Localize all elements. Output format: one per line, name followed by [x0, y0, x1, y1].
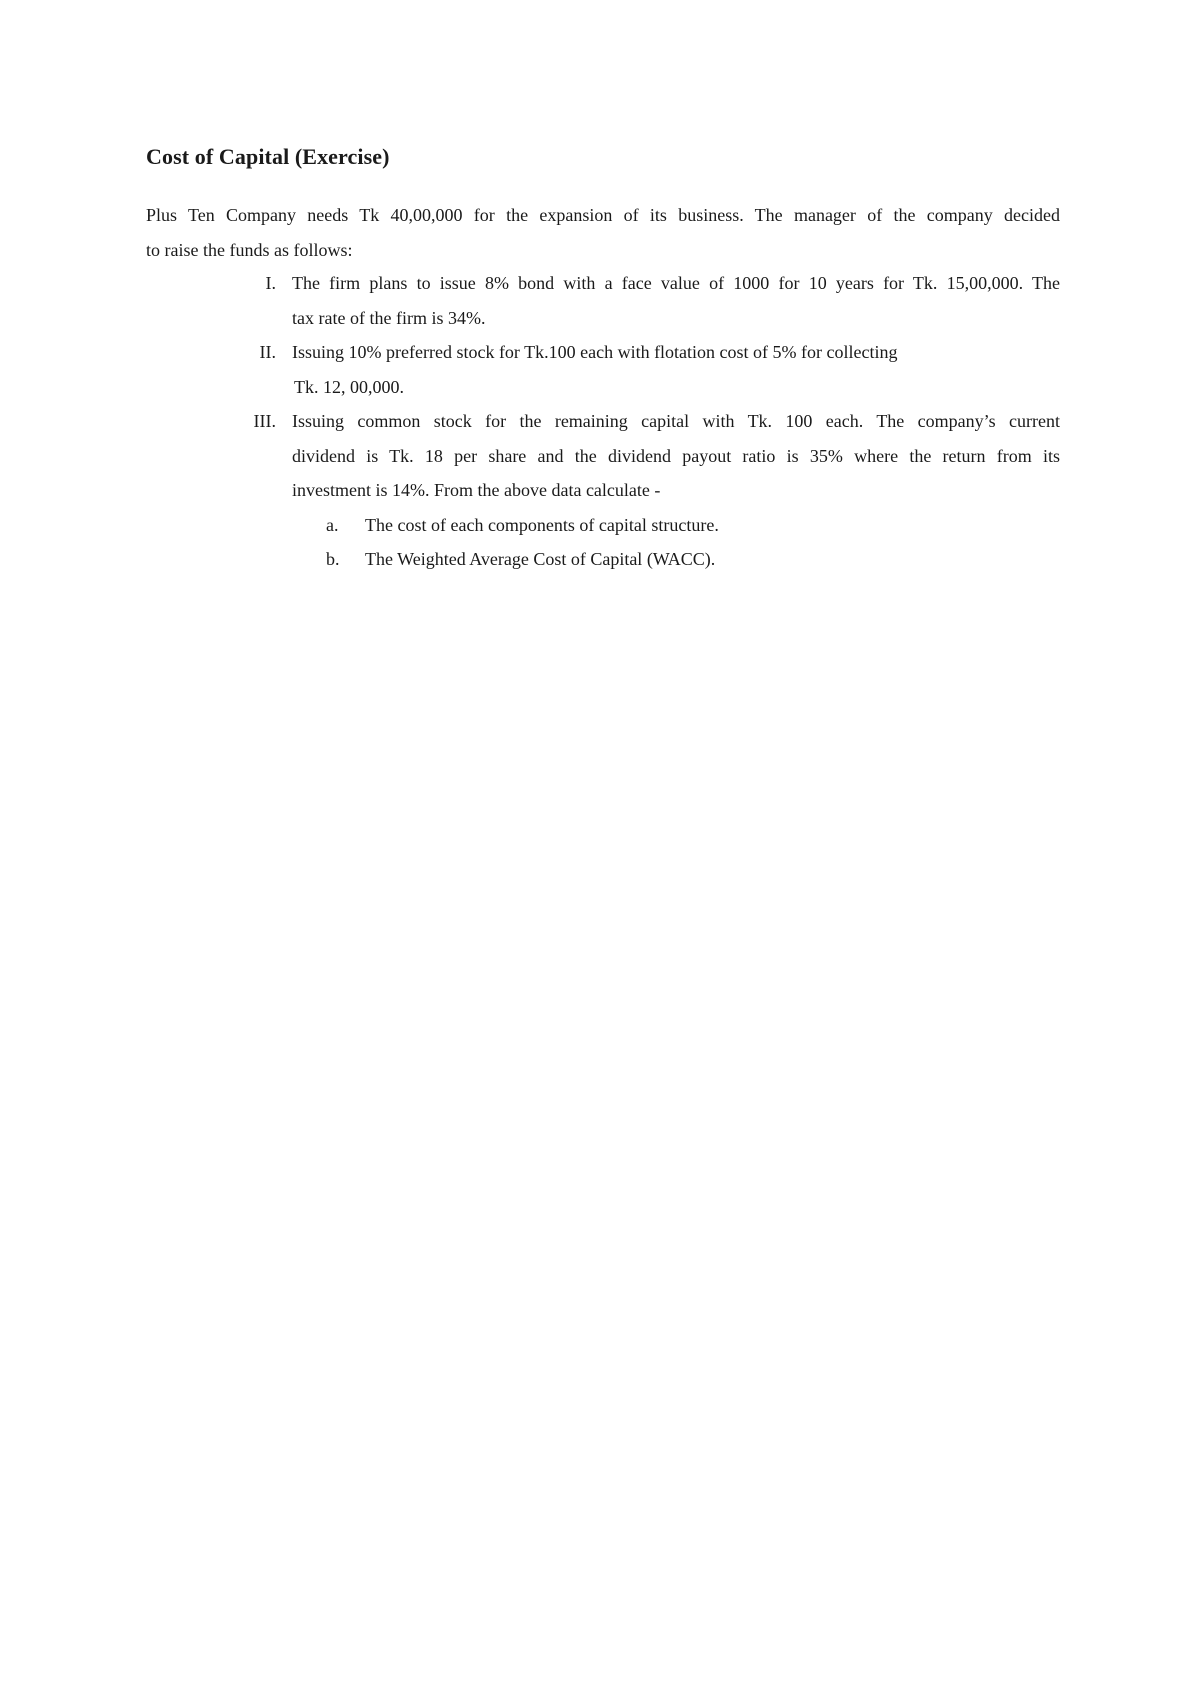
list-item-line: Tk. 12, 00,000. — [294, 376, 404, 397]
calculation-sublist — [292, 508, 1060, 577]
list-item-line: Issuing 10% preferred stock for Tk.100 each with flotation cost of 5% for collecting — [292, 342, 898, 362]
document-title: Cost of Capital (Exercise) — [146, 144, 390, 169]
list-item-line: tax rate of the firm is 34%. — [292, 307, 486, 328]
list-item-number: II. — [259, 342, 276, 362]
sublist-item — [292, 508, 1060, 543]
list-item-line: investment is 14%. From the above data calculate - — [292, 480, 661, 500]
intro-paragraph — [146, 198, 1060, 267]
list-item-line: dividend is Tk. 18 per share and the dividend payout ratio is 35% where the return from its — [292, 445, 1060, 466]
list-item-line: The firm plans to issue 8% bond with a face value of 1000 for 10 years for Tk. 15,00,000. The — [292, 273, 1060, 293]
list-item — [146, 404, 1060, 577]
sublist-item-letter: b. — [326, 549, 340, 569]
sublist-item-text: The Weighted Average Cost of Capital (WACC). — [365, 549, 716, 569]
sublist-item-letter: a. — [326, 514, 339, 535]
list-item-number: I. — [265, 273, 276, 293]
sublist-item-text: The cost of each components of capital structure. — [365, 514, 719, 535]
intro-line-2: to raise the funds as follows: — [146, 239, 353, 260]
intro-line-1: Plus Ten Company needs Tk 40,00,000 for the expansion of its business. The manager of the company decided — [146, 205, 1060, 225]
sublist-item — [292, 542, 1060, 577]
list-item — [146, 266, 1060, 335]
list-item — [146, 335, 1060, 404]
list-item-number: III. — [253, 411, 276, 431]
funding-list — [146, 266, 1060, 577]
list-item-line: Issuing common stock for the remaining capital with Tk. 100 each. The company’s current — [292, 411, 1060, 431]
